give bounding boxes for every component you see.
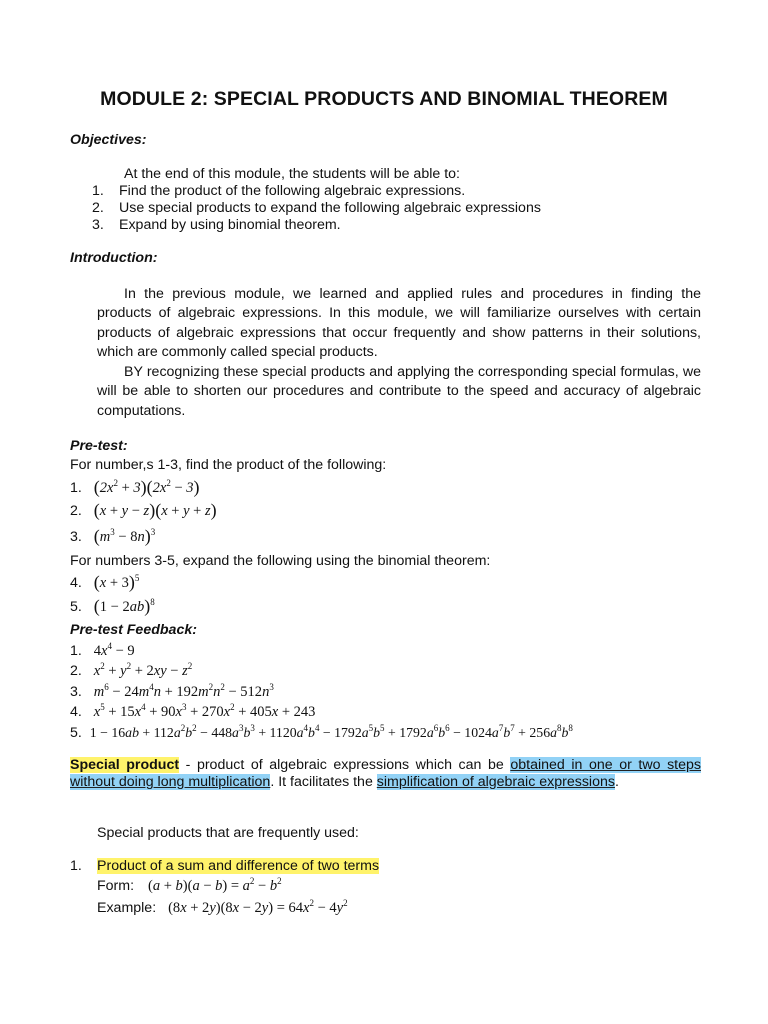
introduction-paragraph-2: BY recognizing these special products and applying the corresponding special formulas, we will be able to shorten our procedures and contribute to the speed and accuracy of algebraic computations. — [97, 364, 701, 419]
feedback-item-2: 2. $x^2 + y^2 + 2xy - z^2$ — [70, 661, 193, 679]
feedback-item-4: 4. $x^5 + 15x^4 + 90x^3 + 270x^2 + 405x + 243$ — [70, 702, 316, 720]
objective-item: 2. Use special products to expand the following algebraic expressions — [92, 200, 541, 216]
pretest-item-2: 2. (x + y − z)(x + y + z) — [70, 500, 217, 520]
pretest-instruction-2: For numbers 3-5, expand the following using the binomial theorem: — [70, 553, 491, 569]
objectives-intro: At the end of this module, the students will be able to: — [124, 166, 460, 182]
objectives-heading: Objectives: — [70, 132, 147, 148]
example-line: Example: $(8x + 2y)(8x - 2y) = 64x^2 - 4y^2$ — [97, 898, 348, 916]
frequent-products-text: Special products that are frequently used: — [97, 825, 359, 841]
feedback-item-1: 1. $4x^4 - 9$ — [70, 641, 135, 659]
item-1-title: Product of a sum and difference of two terms — [97, 858, 380, 874]
form-line: Form: $(a + b)(a - b) = a^2 - b^2$ — [97, 876, 282, 894]
pretest-heading: Pre-test: — [70, 438, 128, 454]
objective-item: 1. Find the product of the following algebraic expressions. — [92, 183, 466, 199]
objective-item: 3. Expand by using binomial theorem. — [92, 217, 341, 233]
pretest-item-1: 1. $(2x^2 + 3)(2x^2 - 3)$ — [70, 477, 200, 497]
pretest-instruction-1: For number,s 1-3, find the product of the following: — [70, 457, 387, 473]
pretest-item-4: 4. $(x + 3)^5$ — [70, 572, 140, 592]
pretest-item-3: 3. $(m^3 - 8n)^3$ — [70, 526, 156, 546]
special-product-item-1: 1. Product of a sum and difference of two terms — [70, 858, 380, 874]
feedback-item-5: 5. $1 - 16ab + 112a^2b^2 - 448a^3b^3 + 1120a^4b^4 - 1792a^5b^5 + 1792a^6b^6 - 1024a^7b^7 + 256a^8b^8$ — [70, 723, 573, 741]
link-simplification[interactable]: simplification of algebraic expressions — [376, 774, 615, 790]
page-title: MODULE 2: SPECIAL PRODUCTS AND BINOMIAL THEOREM — [100, 88, 668, 110]
special-product-term: Special product — [70, 757, 180, 773]
pretest-item-5: 5. $(1 - 2ab)^8$ — [70, 596, 155, 616]
special-product-definition: Special product - product of algebraic expressions which can be obtained in one or two steps without doing long multiplication. It facilitates the simplification of algebraic expressions. — [70, 757, 701, 790]
link-obtained[interactable]: obtained in one or two steps without doing long multiplication — [70, 757, 701, 790]
introduction-heading: Introduction: — [70, 250, 158, 266]
feedback-item-3: 3. $m^6 - 24m^4n + 192m^2n^2 - 512n^3$ — [70, 682, 274, 700]
feedback-heading: Pre-test Feedback: — [70, 622, 197, 638]
introduction-paragraph-1: In the previous module, we learned and applied rules and procedures in finding the products of algebraic expressions. In this module, we will familiarize ourselves with certain products of algebraic expressions that occur frequently and show patterns in their solutions, which are commonly called special products. — [97, 286, 701, 361]
